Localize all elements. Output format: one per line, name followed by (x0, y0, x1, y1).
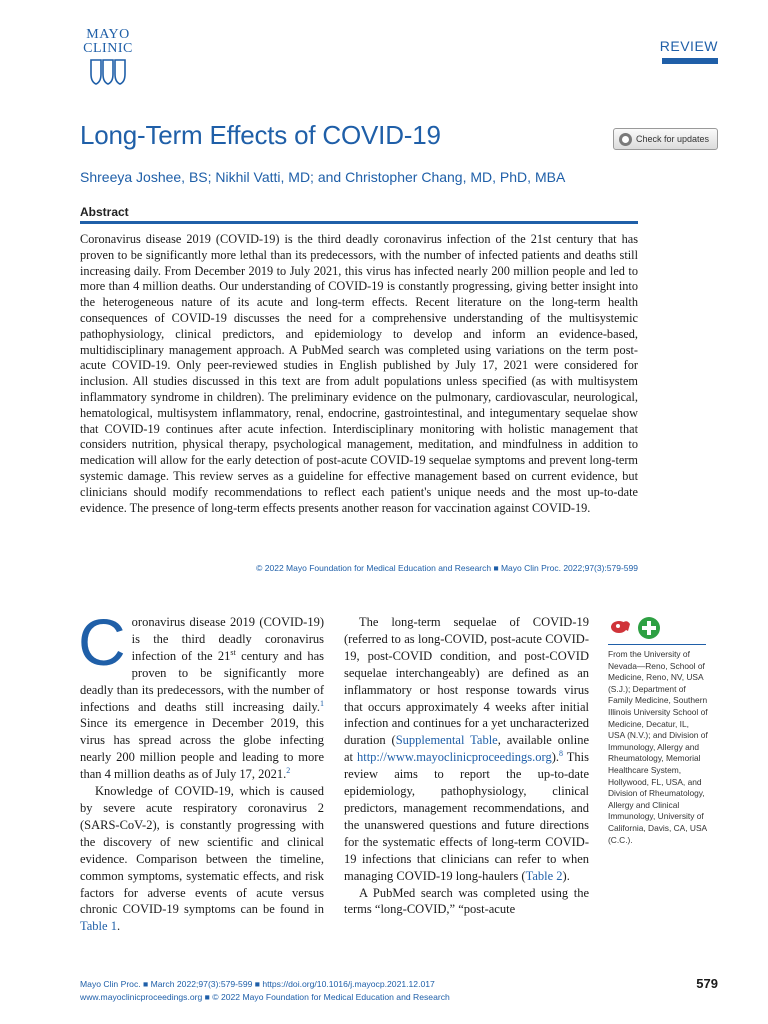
check-for-updates-label: Check for updates (636, 134, 710, 144)
supplemental-table-link[interactable]: Supplemental Table (395, 733, 498, 748)
mayo-clinic-logo (78, 28, 138, 86)
text-run: Knowledge of COVID-19, which is caused by severe acute respiratory coronavirus 2 (SARS-CoV-2), is constantly progressing with the discovery of new scientific and clinical evidence. Comparison between the timeline, common symptoms, systematic effects, and risk factors for adverse events of acute versus chronic COVID-19 symptoms can be found in (80, 784, 324, 917)
paragraph (78, 605, 324, 783)
text-run: This review aims to report the up-to-date epidemiology, pathophysiology, clinical predictors, management recommendations, and the unanswered questions and future directions for the systematic effects of long-term COVID-19 infections that clinicians can refer to when managing COVID-19 long-haulers ( (344, 750, 589, 883)
journal-url-link[interactable]: http://www.mayoclinicproceedings.org (356, 750, 552, 765)
body-column-1 (78, 605, 324, 935)
article-title: Long-Term Effects of COVID-19 (80, 120, 441, 150)
logo-line1: MAYO (86, 27, 130, 42)
table-link[interactable]: Table 1 (80, 919, 117, 934)
page-number: 579 (696, 976, 718, 991)
paragraph (80, 783, 324, 935)
citation-link[interactable]: 2 (286, 766, 291, 775)
footer-website[interactable]: www.mayoclinicproceedings.org ■ © 2022 Mayo Foundation for Medical Education and Research (80, 992, 450, 1002)
text-run: century and has proven to be significantly more deadly than its predecessors, with the number of infections and deaths still increasing daily. (80, 648, 324, 714)
abstract-heading: Abstract (80, 205, 129, 219)
body-column-2 (344, 614, 589, 918)
crossmark-icon (619, 133, 632, 146)
text-run: , available online at (344, 733, 589, 765)
open-access-icon[interactable] (610, 617, 632, 635)
text-run: . (116, 919, 121, 934)
section-label-bar (662, 58, 718, 64)
text-run: ). (562, 868, 570, 883)
page-footer (80, 978, 450, 1004)
text-run: oronavirus disease 2019 (COVID-19) is the third deadly coronavirus infection of the 21 (131, 615, 324, 663)
citation-link[interactable]: 8 (559, 749, 564, 759)
crossmark-icon[interactable] (638, 617, 660, 639)
author-list[interactable]: Shreeya Joshee, BS; Nikhil Vatti, MD; and Christopher Chang, MD, PhD, MBA (80, 169, 566, 185)
paragraph: A PubMed search was completed using the terms “long-COVID,” “post-acute (344, 885, 589, 917)
abstract-rule (80, 221, 638, 224)
mayo-shield-logo-icon (89, 58, 127, 86)
superscript: st (230, 647, 236, 657)
drop-cap: C (78, 605, 126, 679)
sidebar-rule (608, 644, 706, 645)
citation-link[interactable]: 1 (320, 698, 324, 708)
author-affiliations: From the University of Nevada—Reno, School of Medicine, Reno, NV, USA (S.J.); Department of Family Medicine, Southern Illinois University School of Medicine, Decatur, IL, USA (N.V.); and Division of Immunology, Allergy and Rheumatology, Memorial Healthcare System, Hollywood, FL, USA, and Division of Rheumatology, Allergy and Clinical Immunology, University of California, Davis, CA, USA (C.C.). (608, 649, 708, 845)
paragraph (344, 614, 589, 885)
text-run: ). (551, 750, 560, 765)
text-run: Since its emergence in December 2019, this virus has spread across the globe infecting nearly 200 million people and leading to more than 4 million deaths as of July 17, 2021. (80, 716, 324, 782)
text-run: The long-term sequelae of COVID-19 (referred to as long-COVID, post-acute COVID-19, post-COVID condition, and post-COVID sequelae interchangeably) are defined as an inflammatory or host response towards virus that occurs approximately 4 weeks after initial infection and continues for a yet uncharacterized duration ( (344, 615, 589, 748)
abstract-text: Coronavirus disease 2019 (COVID-19) is the third deadly coronavirus infection of the 21st century that has proven to be significantly more lethal than its predecessors, with the number of infected patients and deaths still increasing daily. From December 2019 to July 2021, this virus has infected nearly 200 million people and led to more than 4 million deaths. Our understanding of COVID-19 is constantly progressing, giving better insight into the heterogeneous nature of its acute and long-term effects. Recent literature on the long-term health consequences of COVID-19 discusses the need for a comprehensive understanding of the multisystemic pathophysiology, clinical predictors, and epidemiology to develop and inform an evidence-based, multidisciplinary management approach. A PubMed search was completed using variations on the term post-acute COVID-19. Only peer-reviewed studies in English published by July 17, 2021 were considered for inclusion. All studies discussed in this text are from adult populations unless specified (as with multisystem inflammatory syndrome in children). The preliminary evidence on the pulmonary, cardiovascular, neurological, hematological, multisystem inflammatory, renal, endocrine, gastrointestinal, and integumentary sequelae show that COVID-19 continues after acute infection. Interdisciplinary monitoring with holistic management that considers nutrition, physical therapy, psychological management, meditation, and mindfulness in addition to medication will allow for the early detection of post-acute COVID-19 sequelae symptoms and prevent long-term systemic damage. This review serves as a guideline for effective management based on current evidence, but clinicians should modify recommendations to reflect each patient's unique needs and the most up-to-date evidence. The presence of long-term effects presents another reason for vaccination against COVID-19. (80, 232, 638, 515)
side-icons (610, 617, 660, 639)
logo-line2: CLINIC (83, 41, 133, 56)
table-link[interactable]: Table 2 (525, 868, 563, 883)
section-label: REVIEW (659, 38, 718, 54)
abstract-copyright[interactable]: © 2022 Mayo Foundation for Medical Education and Research ■ Mayo Clin Proc. 2022;97(3):579-599 (256, 563, 638, 573)
check-for-updates-button[interactable] (613, 128, 718, 150)
footer-citation[interactable]: Mayo Clin Proc. ■ March 2022;97(3):579-599 ■ https://doi.org/10.1016/j.mayocp.2021.12.017 (80, 979, 435, 989)
